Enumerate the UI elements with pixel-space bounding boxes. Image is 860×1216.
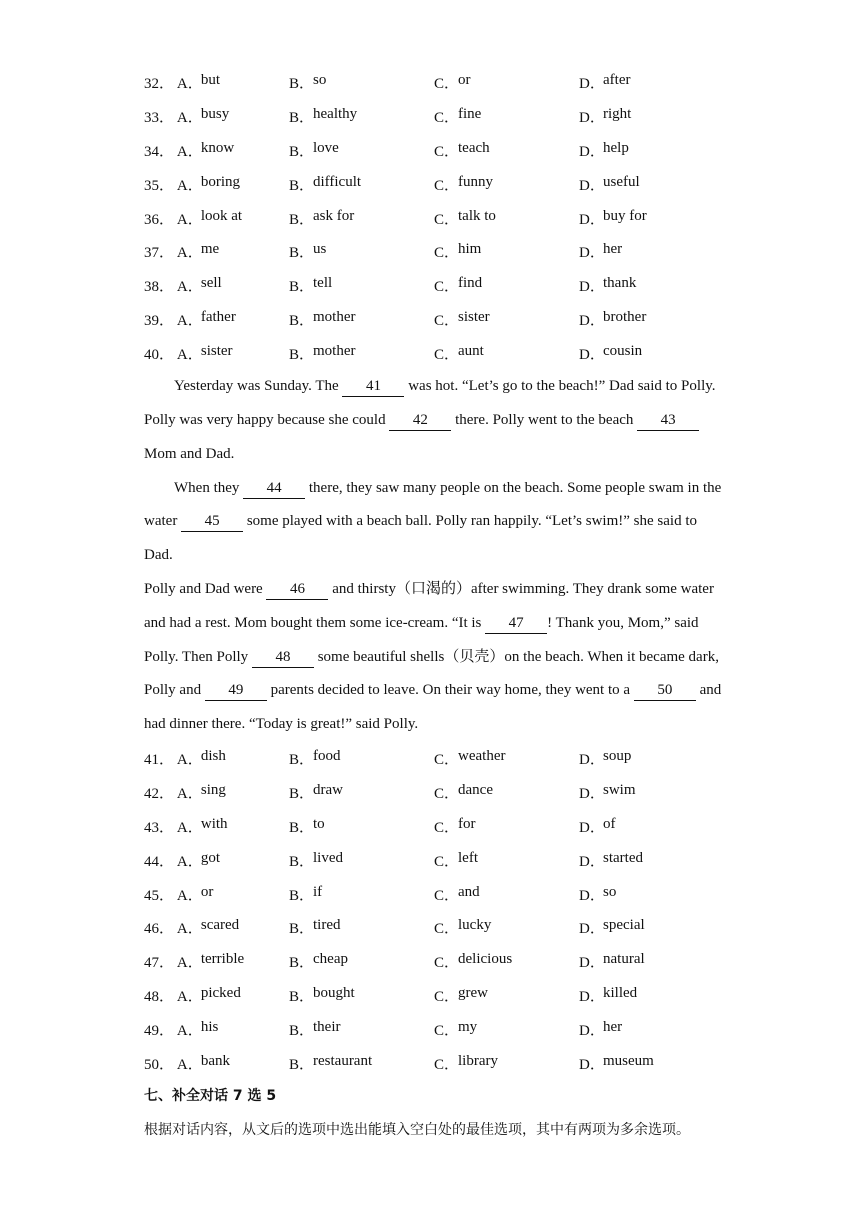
question-number: 45．: [144, 887, 175, 904]
option-d[interactable]: [579, 241, 724, 262]
option-text: and: [458, 883, 480, 900]
option-letter: B．: [289, 988, 315, 1005]
option-d[interactable]: [579, 917, 724, 938]
option-text: dish: [200, 748, 226, 765]
option-text: natural: [603, 951, 645, 968]
option-row: [144, 911, 724, 945]
option-letter: C．: [434, 211, 460, 228]
option-letter: B．: [289, 177, 315, 194]
option-text: funny: [458, 173, 493, 190]
blank-49[interactable]: 49: [205, 680, 267, 701]
option-text: soup: [603, 748, 632, 765]
option-letter: A．: [176, 921, 203, 938]
option-c[interactable]: [434, 309, 579, 330]
option-letter: B．: [289, 245, 315, 262]
option-text: sister: [200, 342, 233, 359]
option-list-41-50: [144, 742, 724, 1080]
option-letter: B．: [289, 211, 315, 228]
option-a[interactable]: [177, 72, 289, 93]
option-d[interactable]: [579, 309, 724, 330]
option-c[interactable]: [434, 884, 579, 905]
option-letter: A．: [176, 177, 203, 194]
option-text: so: [313, 72, 327, 89]
option-text: teach: [458, 139, 490, 156]
option-text: useful: [603, 173, 640, 190]
option-letter: B．: [289, 955, 315, 972]
option-row: [144, 979, 724, 1013]
question-number: 33．: [144, 110, 175, 127]
option-letter: B．: [289, 819, 315, 836]
option-letter: C．: [434, 853, 460, 870]
option-text: terrible: [200, 951, 245, 968]
option-text: know: [200, 139, 235, 156]
option-text: father: [200, 308, 236, 325]
option-text: difficult: [313, 173, 362, 190]
option-c[interactable]: [434, 1053, 579, 1074]
option-c[interactable]: [434, 782, 579, 803]
option-b[interactable]: [289, 985, 434, 1006]
option-text: after: [603, 72, 631, 89]
section-heading: 七、补全对话 7 选 5: [144, 1087, 277, 1104]
option-d[interactable]: [579, 174, 724, 195]
option-b[interactable]: [289, 140, 434, 161]
question-number: 39．: [144, 312, 175, 329]
option-row: [144, 167, 724, 201]
question-number: 43．: [144, 819, 175, 836]
option-text: to: [313, 815, 325, 832]
option-c[interactable]: [434, 106, 579, 127]
option-c[interactable]: [434, 985, 579, 1006]
option-letter: D．: [579, 346, 605, 363]
option-letter: D．: [579, 819, 605, 836]
option-text: so: [603, 883, 617, 900]
option-letter: C．: [434, 887, 460, 904]
option-a[interactable]: [177, 1053, 289, 1074]
option-row: [144, 235, 724, 269]
option-b[interactable]: [289, 1053, 434, 1074]
option-row: [144, 66, 724, 100]
option-row: [144, 336, 724, 370]
option-text: got: [200, 849, 221, 866]
blank-44[interactable]: 44: [243, 478, 305, 499]
option-d[interactable]: [579, 985, 724, 1006]
option-b[interactable]: [289, 309, 434, 330]
question-number: 42．: [144, 786, 175, 803]
option-text: tell: [313, 275, 333, 292]
option-letter: B．: [289, 1056, 315, 1073]
option-a[interactable]: [177, 208, 289, 229]
option-text: cousin: [603, 342, 643, 359]
option-row: [144, 303, 724, 337]
option-d[interactable]: [579, 951, 724, 972]
option-letter: A．: [176, 887, 203, 904]
option-c[interactable]: [434, 917, 579, 938]
option-a[interactable]: [177, 106, 289, 127]
option-b[interactable]: [289, 106, 434, 127]
option-a[interactable]: [177, 241, 289, 262]
option-letter: D．: [579, 1022, 605, 1039]
option-letter: C．: [434, 76, 460, 93]
option-a[interactable]: [177, 850, 289, 871]
option-letter: A．: [176, 819, 203, 836]
option-c[interactable]: [434, 1019, 579, 1040]
option-row: [144, 945, 724, 979]
option-letter: A．: [176, 1056, 203, 1073]
option-row: [144, 877, 724, 911]
option-letter: B．: [289, 76, 315, 93]
option-letter: B．: [289, 921, 315, 938]
passage-paragraph-2: When they 44 there, they saw many people on the beach. Some people swam in the water 45 some played with a beach ball. Polly ran happily. “Let’s swim!” she said to Dad.: [144, 479, 722, 564]
option-text: ask for: [313, 207, 355, 224]
option-letter: B．: [289, 110, 315, 127]
option-row: [144, 776, 724, 810]
option-a[interactable]: [177, 917, 289, 938]
question-number: 37．: [144, 245, 175, 262]
option-d[interactable]: [579, 275, 724, 296]
option-b[interactable]: [289, 275, 434, 296]
option-row: [144, 1046, 724, 1080]
option-text: her: [603, 1018, 623, 1035]
option-c[interactable]: [434, 748, 579, 769]
question-number: 46．: [144, 921, 175, 938]
page-content: [144, 66, 724, 1148]
option-letter: B．: [289, 279, 315, 296]
option-a[interactable]: [177, 275, 289, 296]
section-instructions: 根据对话内容，从文后的选项中选出能填入空白处的最佳选项，其中有两项为多余选项。: [144, 1121, 690, 1138]
question-number: 35．: [144, 177, 175, 194]
option-text: brother: [603, 308, 647, 325]
option-text: cheap: [313, 951, 348, 968]
option-row: [144, 1012, 724, 1046]
option-letter: A．: [176, 245, 203, 262]
question-number: 41．: [144, 752, 175, 769]
option-text: look at: [200, 207, 243, 224]
option-text: with: [200, 815, 228, 832]
option-letter: A．: [176, 211, 203, 228]
option-d[interactable]: [579, 816, 724, 837]
option-text: if: [313, 883, 323, 900]
option-letter: D．: [579, 955, 605, 972]
option-text: her: [603, 241, 623, 258]
option-d[interactable]: [579, 850, 724, 871]
option-c[interactable]: [434, 850, 579, 871]
option-text: special: [603, 917, 645, 934]
option-text: picked: [200, 984, 241, 1001]
option-b[interactable]: [289, 748, 434, 769]
option-d[interactable]: [579, 72, 724, 93]
option-text: bought: [313, 984, 355, 1001]
option-a[interactable]: [177, 985, 289, 1006]
option-text: help: [603, 139, 629, 156]
option-b[interactable]: [289, 343, 434, 364]
option-text: healthy: [313, 106, 358, 123]
option-d[interactable]: [579, 140, 724, 161]
option-text: their: [313, 1018, 341, 1035]
option-text: his: [200, 1018, 219, 1035]
option-text: museum: [603, 1052, 654, 1069]
option-d[interactable]: [579, 782, 724, 803]
option-b[interactable]: [289, 72, 434, 93]
option-text: grew: [458, 984, 488, 1001]
option-a[interactable]: [177, 174, 289, 195]
option-text: mother: [313, 342, 356, 359]
option-text: sell: [200, 275, 222, 292]
option-letter: D．: [579, 76, 605, 93]
option-d[interactable]: [579, 1019, 724, 1040]
question-number: 47．: [144, 955, 175, 972]
blank-42[interactable]: 42: [389, 410, 451, 431]
option-d[interactable]: [579, 343, 724, 364]
option-text: thank: [603, 275, 637, 292]
option-letter: C．: [434, 177, 460, 194]
option-text: library: [458, 1052, 498, 1069]
option-letter: B．: [289, 887, 315, 904]
option-letter: B．: [289, 786, 315, 803]
option-list-32-40: [144, 66, 724, 370]
option-letter: D．: [579, 921, 605, 938]
option-letter: D．: [579, 279, 605, 296]
option-letter: D．: [579, 1056, 605, 1073]
question-number: 36．: [144, 211, 175, 228]
option-letter: D．: [579, 245, 605, 262]
blank-50[interactable]: 50: [634, 680, 696, 701]
option-b[interactable]: [289, 917, 434, 938]
blank-41[interactable]: 41: [342, 376, 404, 397]
question-number: 32．: [144, 76, 175, 93]
option-letter: D．: [579, 312, 605, 329]
option-letter: D．: [579, 752, 605, 769]
option-b[interactable]: [289, 884, 434, 905]
option-text: talk to: [458, 207, 496, 224]
option-text: lucky: [458, 917, 492, 934]
option-letter: A．: [176, 143, 203, 160]
option-text: killed: [603, 984, 638, 1001]
option-text: but: [200, 72, 221, 89]
option-row: [144, 810, 724, 844]
option-letter: B．: [289, 312, 315, 329]
option-row: [144, 269, 724, 303]
question-number: 49．: [144, 1022, 175, 1039]
option-b[interactable]: [289, 850, 434, 871]
question-number: 44．: [144, 853, 175, 870]
option-letter: C．: [434, 921, 460, 938]
option-letter: A．: [176, 752, 203, 769]
option-a[interactable]: [177, 140, 289, 161]
option-text: aunt: [458, 342, 484, 359]
option-letter: C．: [434, 752, 460, 769]
option-b[interactable]: [289, 816, 434, 837]
option-text: delicious: [458, 951, 513, 968]
option-text: lived: [313, 849, 343, 866]
option-d[interactable]: [579, 884, 724, 905]
option-text: us: [313, 241, 327, 258]
option-a[interactable]: [177, 309, 289, 330]
blank-47[interactable]: 47: [485, 613, 547, 634]
option-letter: B．: [289, 1022, 315, 1039]
option-letter: B．: [289, 346, 315, 363]
option-c[interactable]: [434, 816, 579, 837]
option-letter: A．: [176, 988, 203, 1005]
option-letter: D．: [579, 211, 605, 228]
option-letter: A．: [176, 955, 203, 972]
option-text: for: [458, 815, 476, 832]
option-row: [144, 100, 724, 134]
option-b[interactable]: [289, 951, 434, 972]
option-text: my: [458, 1018, 478, 1035]
option-letter: C．: [434, 1056, 460, 1073]
option-letter: C．: [434, 988, 460, 1005]
option-letter: B．: [289, 143, 315, 160]
option-letter: A．: [176, 312, 203, 329]
option-a[interactable]: [177, 816, 289, 837]
option-letter: D．: [579, 887, 605, 904]
option-d[interactable]: [579, 748, 724, 769]
option-text: restaurant: [313, 1052, 373, 1069]
option-text: find: [458, 275, 483, 292]
option-letter: A．: [176, 110, 203, 127]
option-letter: D．: [579, 786, 605, 803]
option-text: sister: [458, 308, 490, 325]
option-letter: D．: [579, 110, 605, 127]
option-text: swim: [603, 782, 636, 799]
option-b[interactable]: [289, 782, 434, 803]
option-text: started: [603, 849, 643, 866]
option-c[interactable]: [434, 241, 579, 262]
option-text: buy for: [603, 207, 647, 224]
option-letter: A．: [176, 786, 203, 803]
option-letter: A．: [176, 76, 203, 93]
option-letter: C．: [434, 245, 460, 262]
option-letter: C．: [434, 110, 460, 127]
option-letter: D．: [579, 853, 605, 870]
option-c[interactable]: [434, 275, 579, 296]
option-d[interactable]: [579, 1053, 724, 1074]
option-d[interactable]: [579, 208, 724, 229]
option-letter: C．: [434, 955, 460, 972]
option-text: or: [200, 883, 214, 900]
option-a[interactable]: [177, 1019, 289, 1040]
option-text: scared: [200, 917, 240, 934]
option-text: tired: [313, 917, 341, 934]
option-letter: A．: [176, 853, 203, 870]
option-letter: C．: [434, 1022, 460, 1039]
option-a[interactable]: [177, 782, 289, 803]
option-letter: D．: [579, 177, 605, 194]
option-text: love: [313, 139, 339, 156]
option-letter: A．: [176, 346, 203, 363]
option-text: fine: [458, 106, 482, 123]
option-a[interactable]: [177, 343, 289, 364]
option-text: of: [603, 815, 616, 832]
question-number: 48．: [144, 988, 175, 1005]
option-letter: B．: [289, 752, 315, 769]
option-letter: A．: [176, 1022, 203, 1039]
option-text: food: [313, 748, 341, 765]
option-b[interactable]: [289, 1019, 434, 1040]
option-b[interactable]: [289, 208, 434, 229]
option-letter: C．: [434, 786, 460, 803]
option-text: right: [603, 106, 632, 123]
option-text: left: [458, 849, 478, 866]
option-text: mother: [313, 308, 356, 325]
option-text: him: [458, 241, 482, 258]
option-text: or: [458, 72, 471, 89]
option-d[interactable]: [579, 106, 724, 127]
blank-46[interactable]: 46: [266, 579, 328, 600]
option-letter: D．: [579, 988, 605, 1005]
option-letter: A．: [176, 279, 203, 296]
option-a[interactable]: [177, 951, 289, 972]
option-letter: C．: [434, 312, 460, 329]
option-c[interactable]: [434, 174, 579, 195]
question-number: 38．: [144, 279, 175, 296]
blank-48[interactable]: 48: [252, 647, 314, 668]
option-letter: C．: [434, 819, 460, 836]
option-letter: B．: [289, 853, 315, 870]
question-number: 40．: [144, 346, 175, 363]
option-text: dance: [458, 782, 493, 799]
option-c[interactable]: [434, 72, 579, 93]
option-letter: C．: [434, 346, 460, 363]
option-row: [144, 843, 724, 877]
question-number: 34．: [144, 143, 175, 160]
option-text: sing: [200, 782, 226, 799]
question-number: 50．: [144, 1056, 175, 1073]
option-row: [144, 134, 724, 168]
option-b[interactable]: [289, 174, 434, 195]
option-text: boring: [200, 173, 241, 190]
option-letter: D．: [579, 143, 605, 160]
passage-paragraph-1: Yesterday was Sunday. The 41 was hot. “Let’s go to the beach!” Dad said to Polly. Polly was very happy because she could 42 there. Polly went to the beach 43 Mom and Dad.: [144, 378, 716, 462]
option-c[interactable]: [434, 208, 579, 229]
option-c[interactable]: [434, 343, 579, 364]
option-a[interactable]: [177, 748, 289, 769]
option-text: weather: [458, 748, 506, 765]
option-row: [144, 201, 724, 235]
passage-paragraph-3: Polly and Dad were 46 and thirsty（口渴的）after swimming. They drank some water and had a rest. Mom bought them some ice-cream. “It is 47 ! Thank you, Mom,” said Polly. Then Polly 48 some beautiful shells（贝壳）on the beach. When it became dark, Polly and 49 parents decided to leave. On their way home, they went to a 50 and had dinner there. “Today is great!” said Polly.: [144, 580, 722, 733]
blank-45[interactable]: 45: [181, 511, 243, 532]
option-c[interactable]: [434, 140, 579, 161]
option-a[interactable]: [177, 884, 289, 905]
option-text: busy: [200, 106, 230, 123]
option-text: me: [200, 241, 220, 258]
option-text: draw: [313, 782, 343, 799]
option-c[interactable]: [434, 951, 579, 972]
option-b[interactable]: [289, 241, 434, 262]
option-letter: C．: [434, 143, 460, 160]
option-text: bank: [200, 1052, 231, 1069]
option-row: [144, 742, 724, 776]
option-letter: C．: [434, 279, 460, 296]
blank-43[interactable]: 43: [637, 410, 699, 431]
